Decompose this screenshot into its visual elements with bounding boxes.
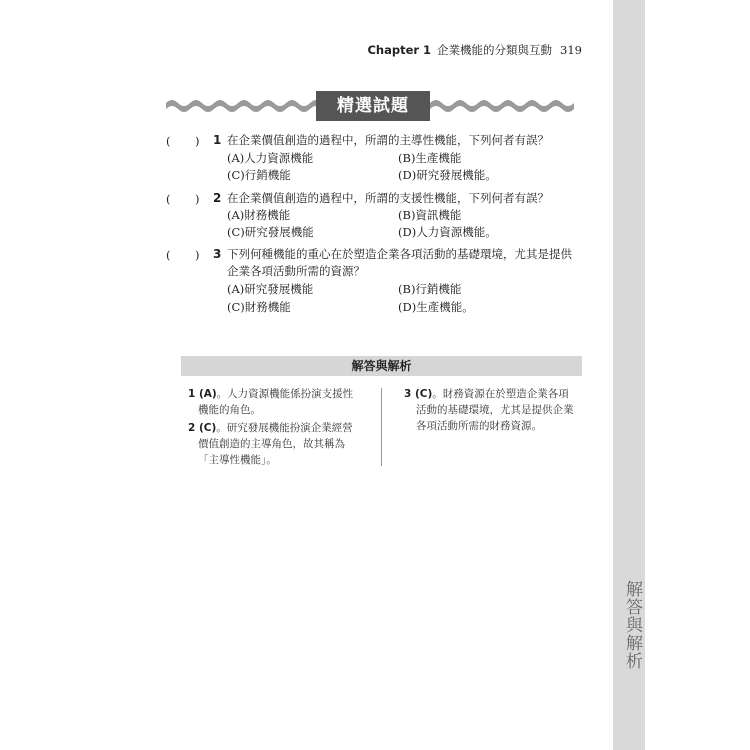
side-tab-label: 解答與解析 bbox=[622, 580, 642, 670]
paren-open: ( bbox=[166, 192, 171, 206]
question-number: 1 bbox=[213, 133, 222, 147]
option-d: (D)生產機能。 bbox=[398, 300, 474, 314]
answer-label: 2 (C) bbox=[188, 422, 217, 434]
option-c: (C)行銷機能 bbox=[227, 168, 291, 182]
page-number: 319 bbox=[560, 43, 582, 57]
question-text: 在企業價值創造的過程中，所謂的支援性機能，下列何者有誤？ bbox=[227, 191, 549, 205]
answer-text: 機能的角色。 bbox=[198, 404, 261, 416]
question-text-cont: 企業各項活動所需的資源？ bbox=[227, 264, 365, 278]
question-number: 3 bbox=[213, 247, 222, 261]
option-c: (C)財務機能 bbox=[227, 300, 291, 314]
answer-text: 活動的基礎環境，尤其是提供企業 bbox=[416, 404, 574, 416]
answer-text: 。人力資源機能係扮演支援性 bbox=[216, 388, 354, 400]
chapter-title: 企業機能的分類與互動 bbox=[437, 43, 553, 57]
answer-2 bbox=[188, 420, 373, 468]
answer-label: 3 (C) bbox=[404, 388, 433, 400]
option-d: (D)研究發展機能。 bbox=[398, 168, 497, 182]
chapter-label: Chapter 1 bbox=[367, 43, 432, 57]
paren-close: ) bbox=[195, 248, 200, 262]
answer-3 bbox=[404, 386, 589, 434]
option-d: (D)人力資源機能。 bbox=[398, 225, 497, 239]
answer-1 bbox=[188, 386, 373, 418]
question-text: 下列何種機能的重心在於塑造企業各項活動的基礎環境，尤其是提供 bbox=[227, 247, 572, 261]
section-title: 精選試題 bbox=[316, 91, 430, 121]
answers-heading: 解答與解析 bbox=[181, 356, 582, 376]
answer-text: 。財務資源在於塑造企業各項 bbox=[432, 388, 569, 400]
option-a: (A)財務機能 bbox=[227, 208, 291, 222]
answer-text: 各項活動所需的財務資源。 bbox=[416, 420, 542, 432]
paren-close: ) bbox=[195, 134, 200, 148]
running-header bbox=[300, 42, 582, 58]
question-number: 2 bbox=[213, 191, 222, 205]
answer-text: 。研究發展機能扮演企業經營 bbox=[216, 422, 353, 434]
question-text: 在企業價值創造的過程中，所謂的主導性機能，下列何者有誤？ bbox=[227, 133, 549, 147]
answer-text: 價值創造的主導角色，故其稱為 bbox=[198, 438, 345, 450]
paren-open: ( bbox=[166, 134, 171, 148]
answer-label: 1 (A) bbox=[188, 388, 217, 400]
option-b: (B)生產機能 bbox=[398, 151, 462, 165]
paren-close: ) bbox=[195, 192, 200, 206]
answers-divider bbox=[381, 388, 382, 466]
option-c: (C)研究發展機能 bbox=[227, 225, 314, 239]
paren-open: ( bbox=[166, 248, 171, 262]
option-a: (A)人力資源機能 bbox=[227, 151, 314, 165]
option-b: (B)資訊機能 bbox=[398, 208, 462, 222]
option-a: (A)研究發展機能 bbox=[227, 282, 314, 296]
option-b: (B)行銷機能 bbox=[398, 282, 462, 296]
answer-text: 「主導性機能」。 bbox=[198, 454, 277, 466]
